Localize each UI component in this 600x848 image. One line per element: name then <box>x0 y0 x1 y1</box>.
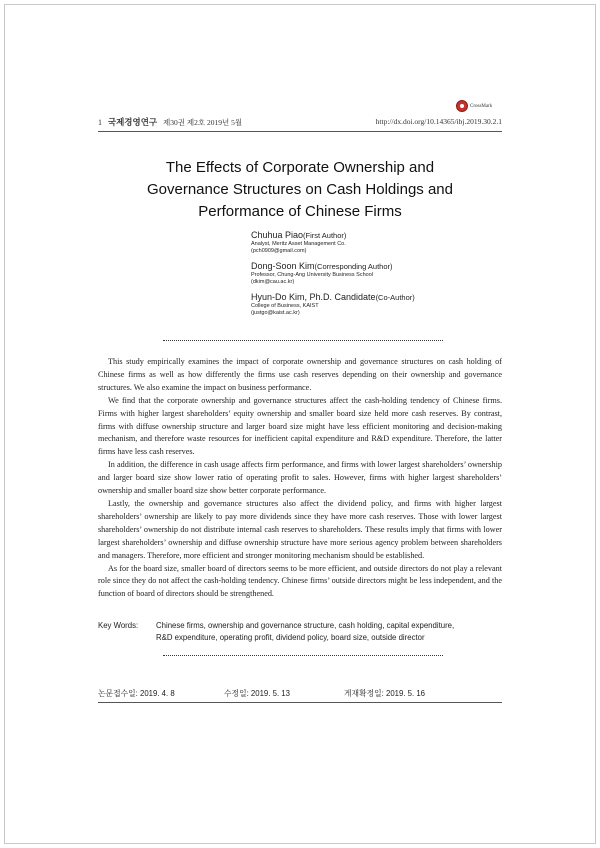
journal-issue: 제30권 제2호 2019년 5월 <box>163 118 243 127</box>
author-block <box>251 261 531 286</box>
author-email[interactable]: (justgo@kaist.ac.kr) <box>251 310 300 316</box>
keywords-line: Chinese firms, ownership and governance structure, cash holding, capital expenditure, <box>156 621 455 630</box>
author-affiliation: Professor, Chung-Ang University Business School <box>251 272 373 278</box>
author-role: (Corresponding Author) <box>314 262 393 271</box>
keywords-label: Key Words: <box>98 621 139 630</box>
author-role: (First Author) <box>303 231 347 240</box>
header-rule <box>98 131 502 132</box>
running-header <box>98 116 502 130</box>
received-date: 논문접수일: 2019. 4. 8 <box>98 689 175 698</box>
abstract-paragraph: As for the board size, smaller board of directors seems to be more efficient, and outside directors do not play a relevant role since they do not affect the cash-holding tendency. Chinese firms’ outside directors might be less independent, and the function of board of directors should be strengthened. <box>98 563 502 599</box>
crossmark-icon <box>456 100 468 112</box>
author-name: Hyun-Do Kim, Ph.D. Candidate <box>251 292 376 302</box>
journal-info <box>98 116 242 129</box>
title-line: Performance of Chinese Firms <box>198 203 402 220</box>
doi-link[interactable]: http://dx.doi.org/10.14365/ibj.2019.30.2.1 <box>375 117 502 126</box>
revised-date: 수정일: 2019. 5. 13 <box>224 689 290 698</box>
author-list <box>251 230 531 323</box>
author-name: Dong-Soon Kim <box>251 261 315 271</box>
page-number: 1 <box>98 118 102 127</box>
author-affiliation: Analyst, Meritz Asset Management Co. <box>251 241 346 247</box>
accepted-date: 게재확정일: 2019. 5. 16 <box>344 689 426 698</box>
title-line: Governance Structures on Cash Holdings and <box>146 181 453 198</box>
abstract-paragraph: This study empirically examines the impact of corporate ownership and governance structures on cash holding of Chinese firms as well as how differently the firms use cash reserves depending on their ownership and governance structures. We also examine the impact on business performance. <box>98 357 502 392</box>
author-block <box>251 292 531 317</box>
keywords-list <box>156 620 508 643</box>
title-line: The Effects of Corporate Ownership and <box>165 159 435 176</box>
abstract-paragraph: We find that the corporate ownership and governance structures affect the cash-holding tendency of Chinese firms. Firms with higher largest shareholders’ equity ownership and smaller board size held more cash reserves. By contrast, firms with diffuse ownership structure and larger board size might have less efficient monitoring and decision-making mechanism, and therefore waste resources for inefficient capital expenditure and R&D expenditure. Therefore, the latter firms have less cash reserves. <box>98 395 502 457</box>
crossmark-label: CrossMark <box>470 103 493 109</box>
author-block <box>251 230 531 255</box>
paper-title <box>80 157 520 223</box>
author-affiliation: College of Business, KAIST <box>251 303 319 309</box>
author-name: Chuhua Piao <box>251 230 304 240</box>
author-email[interactable]: (pch0909@gmail.com) <box>251 248 307 254</box>
author-email[interactable]: (dkim@cau.ac.kr) <box>251 279 295 285</box>
dotted-divider <box>163 655 443 656</box>
author-role: (Co-Author) <box>375 293 415 302</box>
abstract-paragraph: In addition, the difference in cash usage affects firm performance, and firms with lower largest shareholders’ ownership and larger board size show lower ratio of operating profit to sales. However, firms with higher largest shareholders’ ownership and smaller board size show better corporate performance. <box>98 460 502 496</box>
abstract <box>98 356 502 601</box>
dotted-divider <box>163 340 443 341</box>
crossmark-logo[interactable] <box>456 100 492 112</box>
journal-name: 국제경영연구 <box>107 117 158 127</box>
abstract-paragraph: Lastly, the ownership and governance structures also affect the dividend policy, and firms with higher largest shareholders’ ownership are likely to pay more dividends since they have more cash reserves. Those with lower largest shareholders’ ownership do not distribute internal cash reserves to shareholders. These results imply that firms with lower largest shareholders’ ownership and diffuse ownership structure have more serious agency problem between shareholders and managers. Therefore, more efficient and stronger monitoring mechanism should be established. <box>98 498 502 560</box>
dates-rule <box>98 702 502 703</box>
keywords-line: R&D expenditure, operating profit, dividend policy, board size, outside director <box>156 632 425 642</box>
submission-dates <box>98 688 502 700</box>
